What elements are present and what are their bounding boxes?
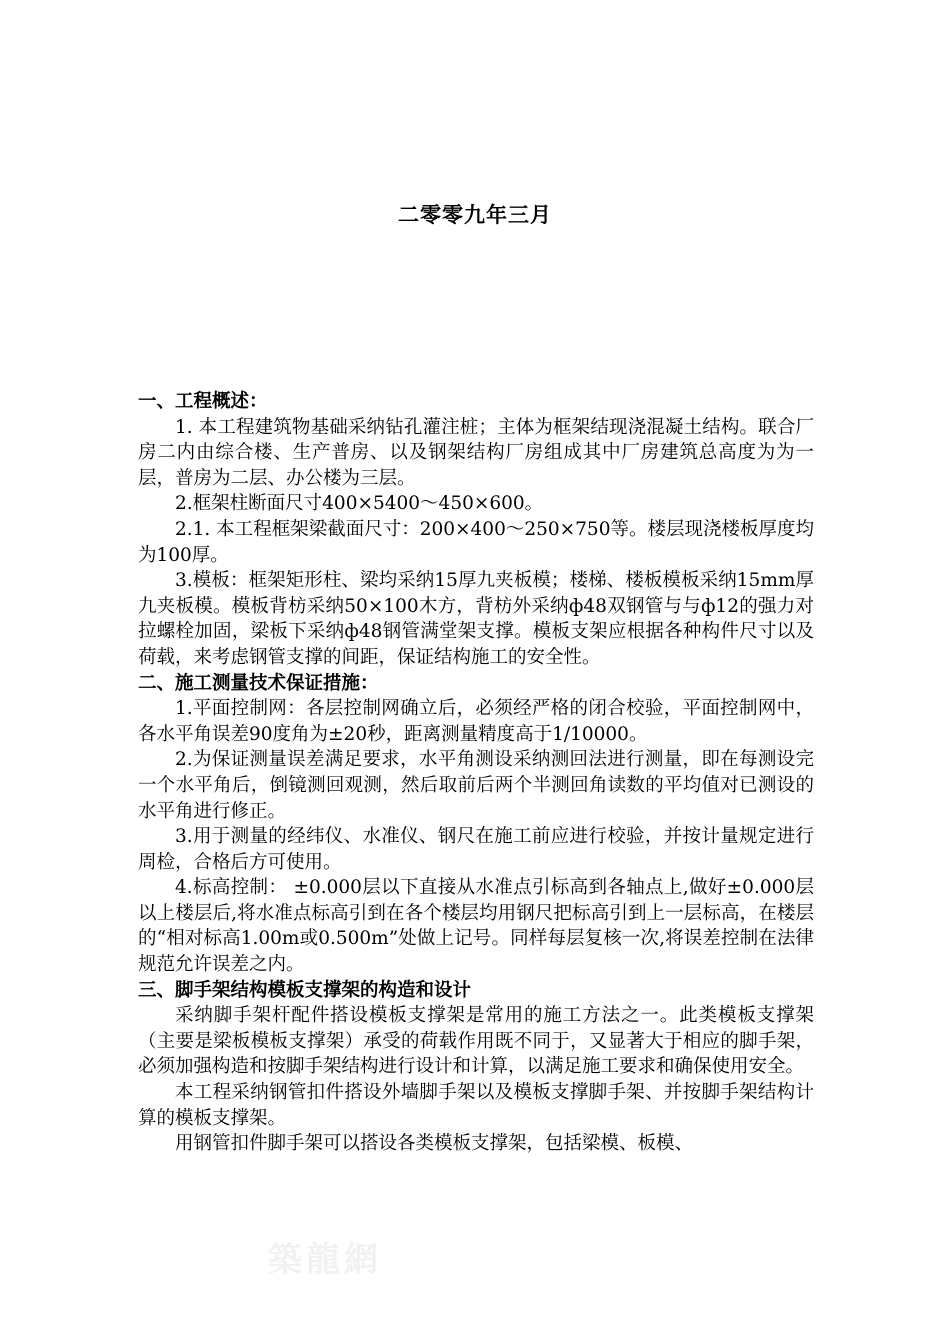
section-1-heading: 一、工程概述： xyxy=(138,391,268,412)
section-2-paragraph-1: 1.平面控制网：各层控制网确立后，必须经严格的闭合校验，平面控制网中，各水平角误差90度角为±20秒，距离测量精度高于1/10000。 xyxy=(138,698,814,745)
section-3-heading: 三、脚手架结构模板支撑架的构造和设计 xyxy=(138,979,472,1001)
section-1-paragraph-4: 3.模板：框架矩形柱、梁均采纳15厚九夹板模；楼梯、楼板模板采纳15mm厚九夹板模。模板背枋采纳50×100木方，背枋外采纳ф48双钢管与与ф12的强力对拉螺栓加固，梁板下采纳ф48钢管满堂架支撑。模板支架应根据各种构件尺寸以及荷载，来考虑钢管支撑的间距，保证结构施工的安全性。 xyxy=(138,570,814,668)
document-body xyxy=(138,389,814,1157)
section-2-heading: 二、施工测量技术保证措施： xyxy=(138,672,379,694)
section-3-paragraph-3: 用钢管扣件脚手架可以搭设各类模板支撑架，包括梁模、板模、 xyxy=(175,1133,694,1155)
date-line: 二零零九年三月 xyxy=(398,203,552,227)
section-3-paragraph-1: 采纳脚手架杆配件搭设模板支撑架是常用的施工方法之一。此类模板支撑架（主要是梁板模板支撑架）承受的荷载作用既不同于，又显著大于相应的脚手架，必须加强构造和按脚手架结构进行设计和计算，以满足施工要求和确保使用安全。 xyxy=(138,1005,814,1078)
section-1-paragraph-3: 2.1. 本工程框架梁截面尺寸：200×400～250×750等。楼层现浇楼板厚度均为100厚。 xyxy=(138,518,814,566)
section-1-paragraph-2: 2.框架柱断面尺寸400×5400～450×600。 xyxy=(175,493,544,515)
section-3-paragraph-2: 本工程采纳钢管扣件搭设外墙脚手架以及模板支撑脚手架、并按脚手架结构计算的模板支撑架。 xyxy=(138,1082,814,1129)
section-2-paragraph-2: 2.为保证测量误差满足要求，水平角测设采纳测回法进行测量，即在每测设完一个水平角后，倒镜测回观测，然后取前后两个半测回角读数的平均值对已测设的水平角进行修正。 xyxy=(138,749,814,822)
watermark: 築龍網 xyxy=(268,1240,382,1280)
section-1-paragraph-1: 1. 本工程建筑物基础采纳钻孔灌注桩；主体为框架结现浇混凝土结构。联合厂房二内由综合楼、生产普房、以及钢架结构厂房组成其中厂房建筑总高度为为一层，普房为二层、办公楼为三层。 xyxy=(138,416,814,489)
section-2-paragraph-3: 3.用于测量的经纬仪、水准仪、钢尺在施工前应进行校验，并按计量规定进行周检，合格后方可使用。 xyxy=(138,826,814,873)
section-2-paragraph-4: 4.标高控制： ±0.000层以下直接从水准点引标高到各轴点上,做好±0.000层以上楼层后,将水准点标高引到在各个楼层均用钢尺把标高引到上一层标高，在楼层的“相对标高1.00m或0.500m”处做上记号。同样每层复核一次,将误差控制在法律规范允许误差之内。 xyxy=(138,877,814,976)
